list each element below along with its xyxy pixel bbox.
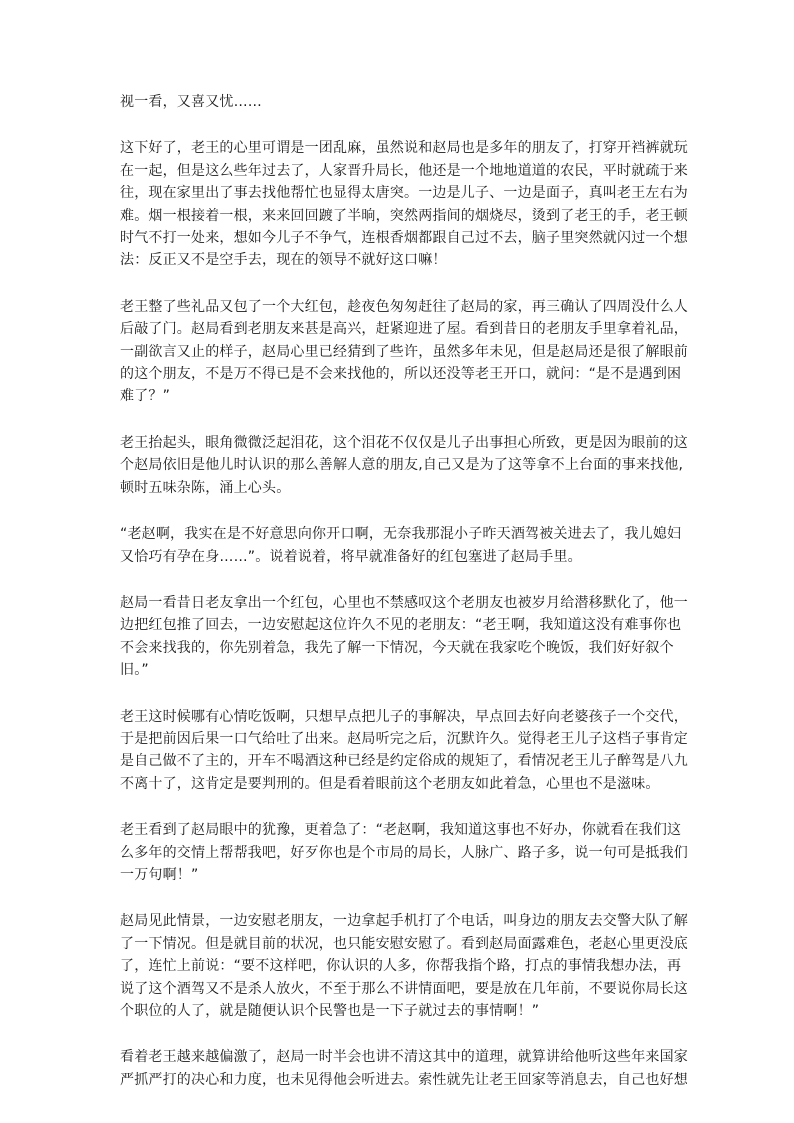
paragraph [120, 910, 688, 1022]
text-line: 视一看，又喜又忧…… [120, 94, 262, 110]
text-line: 的这个朋友，不是万不得已是不会来找他的，所以还没等老王开口，就问：“是不是遇到困 [120, 366, 682, 383]
text-line: 老王抬起头，眼角微微泛起泪花，这个泪花不仅仅是儿子出事担心所致，更是因为眼前的这 [120, 434, 688, 451]
paragraph [120, 137, 688, 271]
text-line: 顿时五味杂陈，涌上心头。 [120, 479, 291, 496]
text-line: 老王看到了赵局眼中的犹豫，更着急了：“老赵啊，我知道这事也不好办，你就看在我们这 [120, 822, 682, 839]
text-line: 难。烟一根接着一根，来来回回踱了半晌，突然两指间的烟烧尽，烫到了老王的手，老王顿 [120, 207, 688, 224]
text-line: 了，连忙上前说：“要不这样吧，你认识的人多，你帮我指个路，打点的事情我想办法，再 [120, 958, 682, 975]
text-line: 不会来找我的，你先别着急，我先了解一下情况，今天就在我家吃个晚饭，我们好好叙个 [120, 639, 674, 656]
text-line: 时气不打一处来，想如今儿子不争气，连根香烟都跟自己过不去，脑子里突然就闪过一个想 [120, 230, 688, 247]
text-line: 么多年的交情上帮帮我吧，好歹你也是个市局的局长，人脉广、路子多，说一句可是抵我们 [120, 844, 688, 861]
text-line: 法：反正又不是空手去，现在的领导不就好这口嘛！ [120, 252, 447, 269]
text-line: 一副欲言又止的样子，赵局心里已经猜到了些许，虽然多年未见，但是赵局还是很了解眼前 [120, 343, 688, 360]
text-line: 于是把前因后果一口气给吐了出来。赵局听完之后，沉默许久。觉得老王儿子这档子事肯定 [120, 730, 688, 747]
text-line: 边把红包推了回去，一边安慰起这位许久不见的老朋友：“老王啊，我知道这没有难事你也 [120, 617, 682, 634]
text-line: 看着老王越来越偏激了，赵局一时半会也讲不清这其中的道理，就算讲给他听这些年来国家 [120, 1049, 688, 1066]
document-body [120, 91, 688, 1115]
text-line: 说了这个酒驾又不是杀人放火，不至于那么不讲情面吧，要是放在几年前，不要说你局长这 [120, 980, 688, 997]
text-line: “老赵啊，我实在是不好意思向你开口啊，无奈我那混小子昨天酒驾被关进去了，我儿媳妇 [120, 526, 682, 543]
text-line: 了一下情况。但是就目前的状况，也只能安慰安慰了。看到赵局面露难色，老赵心里更没底 [120, 935, 688, 952]
text-line: 赵局一看昔日老友拿出一个红包，心里也不禁感叹这个老朋友也被岁月给潜移默化了，他一 [120, 594, 688, 611]
text-line: 个赵局依旧是他儿时认识的那么善解人意的朋友,自己又是为了这等拿不上台面的事来找他, [120, 457, 684, 474]
text-line: 是自己做不了主的，开车不喝酒这种已经是约定俗成的规矩了，看情况老王儿子醉驾是八九 [120, 753, 688, 770]
paragraph [120, 523, 680, 568]
text-line: 在一起，但是这么些年过去了，人家晋升局长，他还是一个地地道道的农民，平时就疏于来 [120, 162, 688, 179]
text-line: 严抓严打的决心和力度，也未见得他会听进去。索性就先让老王回家等消息去，自己也好想 [120, 1071, 688, 1088]
text-line: 老王这时候哪有心情吃饭啊，只想早点把儿子的事解决，早点回去好向老婆孩子一个交代， [120, 708, 688, 725]
paragraph [120, 91, 680, 113]
text-line: 个职位的人了，就是随便认识个民警也是一下子就过去的事情啊！” [120, 1003, 540, 1019]
text-line: 赵局见此情景，一边安慰老朋友，一边拿起手机打了个电话，叫身边的朋友去交警大队了解 [120, 913, 688, 930]
text-line: 又恰巧有孕在身……”。说着说着，将早就准备好的红包塞进了赵局手里。 [120, 548, 582, 565]
text-line: 不离十了，这肯定是要判刑的。但是看着眼前这个老朋友如此着急，心里也不是滋味。 [120, 775, 660, 792]
paragraph [120, 296, 688, 408]
text-line: 往，现在家里出了事去找他帮忙也显得太唐突。一边是儿子、一边是面子，真叫老王左右为 [120, 185, 688, 202]
text-line: 后敲了门。赵局看到老朋友来甚是高兴，赶紧迎进了屋。看到昔日的老朋友手里拿着礼品， [120, 321, 688, 338]
paragraph [120, 819, 688, 886]
text-line: 难了？” [120, 388, 171, 405]
text-line: 这下好了，老王的心里可谓是一团乱麻，虽然说和赵局也是多年的朋友了，打穿开裆裤就玩 [120, 140, 688, 157]
text-line: 一万句啊！” [120, 866, 199, 883]
paragraph [120, 1046, 688, 1091]
text-line: 老王整了些礼品又包了一个大红包，趁夜色匆匆赶往了赵局的家，再三确认了四周没什么人 [120, 298, 688, 315]
paragraph [120, 432, 688, 499]
paragraph [120, 706, 688, 796]
text-line: 旧。” [120, 662, 149, 679]
paragraph [120, 592, 688, 682]
